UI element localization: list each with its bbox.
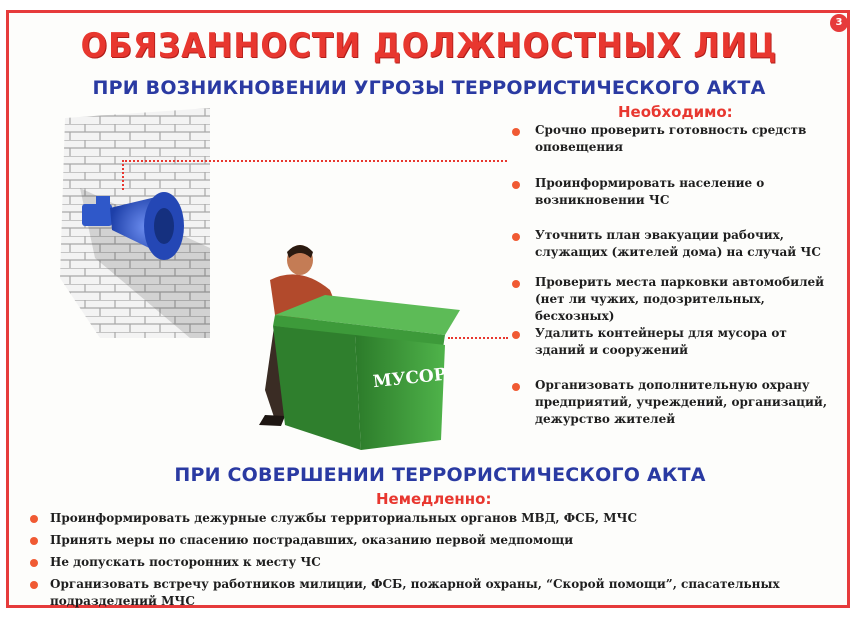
list-bullet [512,280,520,288]
list-item: Проинформировать дежурные службы территориальных органов МВД, ФСБ, МЧС [50,511,638,525]
list-bullet [512,331,520,339]
list-item: Проверить места парковки автомобилей (нет ли чужих, подозрительных, бесхозных) [535,275,825,323]
list-item: Организовать дополнительную охрану предприятий, учреждений, организаций, дежурство жителей [535,378,828,426]
list-bullet [512,383,520,391]
list-item: Принять меры по спасению пострадавших, оказанию первой медпомощи [50,533,574,547]
list-bullet [512,181,520,189]
man-container-illustration [245,240,475,455]
page-title: ОБЯЗАННОСТИ ДОЛЖНОСТНЫХ ЛИЦ [80,26,778,66]
list-item: Проинформировать население о возникновении ЧС [535,176,765,207]
list-item: Срочно проверить готовность средств оповещения [535,123,807,154]
section2-heading: ПРИ СОВЕРШЕНИИ ТЕРРОРИСТИЧЕСКОГО АКТА [174,464,706,486]
list-item: Организовать встречу работников милиции, ФСБ, пожарной охраны, “Скорой помощи”, спасательных подразделений МЧС [50,577,780,608]
connector-line [122,160,124,190]
list-item: Не допускать посторонних к месту ЧС [50,555,321,569]
section1-label: Необходимо: [618,103,733,121]
container-label: МУСОР [372,364,448,393]
list-bullet [30,537,38,545]
connector-line [122,160,507,162]
list-bullet [512,233,520,241]
wall-loudspeaker-illustration [40,108,220,338]
page-number: 3 [830,14,848,32]
section1-heading: ПРИ ВОЗНИКНОВЕНИИ УГРОЗЫ ТЕРРОРИСТИЧЕСКОГО АКТА [92,77,766,99]
section2-label: Немедленно: [376,490,492,508]
list-bullet [30,515,38,523]
list-bullet [30,581,38,589]
list-item: Удалить контейнеры для мусора от зданий и сооружений [535,326,787,357]
list-bullet [30,559,38,567]
list-item: Уточнить план эвакуации рабочих, служащих (жителей дома) на случай ЧС [535,228,821,259]
list-bullet [512,128,520,136]
